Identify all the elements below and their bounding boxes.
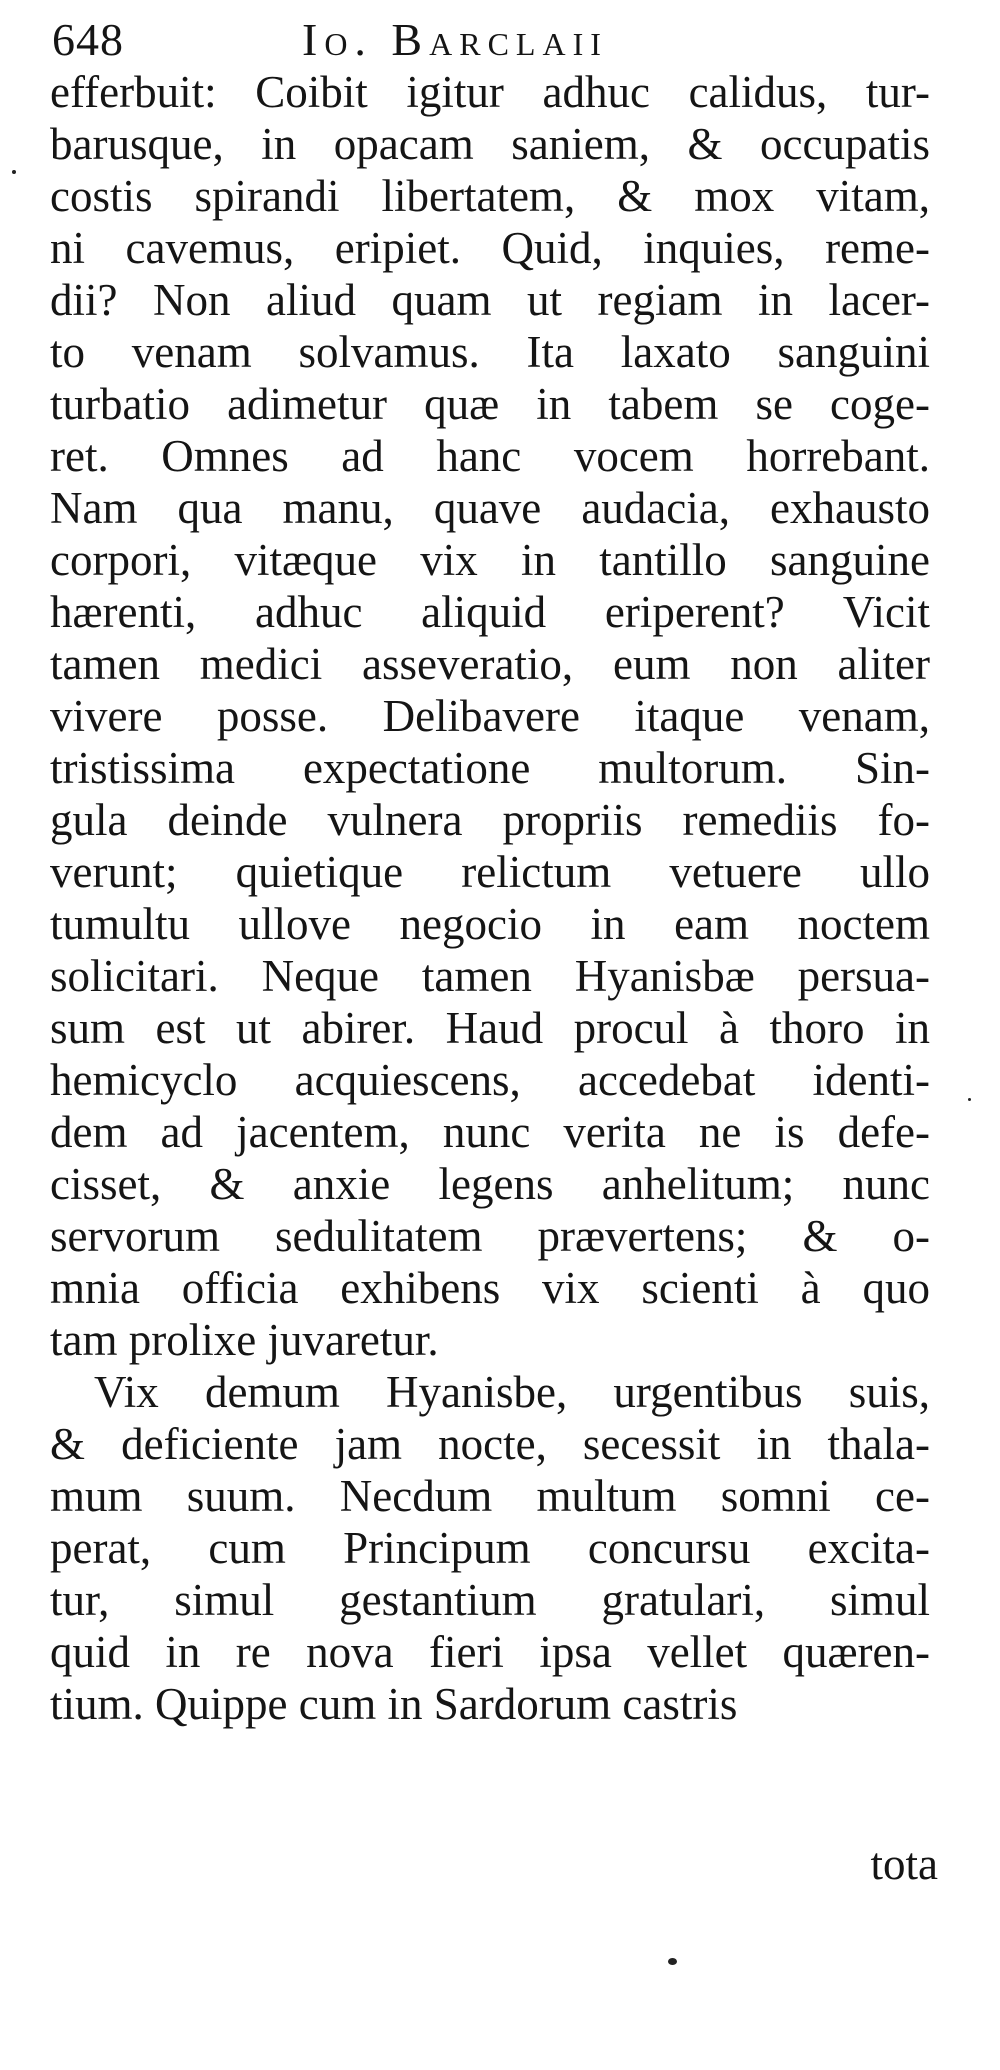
text-line: cisset, & anxie legens anhelitum; nunc bbox=[50, 1159, 930, 1209]
text-line: verunt; quietique relictum vetuere ullo bbox=[50, 847, 930, 897]
ink-speck bbox=[668, 1958, 677, 1965]
text-line: tur, simul gestantium gratulari, simul bbox=[50, 1575, 930, 1625]
paragraph-2 bbox=[50, 1366, 930, 1730]
text-line: corpori, vitæque vix in tantillo sanguine bbox=[50, 535, 930, 585]
text-line: sum est ut abirer. Haud procul à thoro in bbox=[50, 1003, 930, 1053]
text-line: perat, cum Principum concursu excita- bbox=[50, 1523, 930, 1573]
text-line: & deficiente jam nocte, secessit in thala- bbox=[50, 1419, 930, 1469]
text-line: tristissima expectatione multorum. Sin- bbox=[50, 743, 930, 793]
text-line: Vix demum Hyanisbe, urgentibus suis, bbox=[94, 1367, 930, 1417]
page-number: 648 bbox=[52, 14, 124, 65]
text-line: solicitari. Neque tamen Hyanisbæ persua- bbox=[50, 951, 930, 1001]
text-line: ni cavemus, eripiet. Quid, inquies, reme- bbox=[50, 223, 930, 273]
text-line: hærenti, adhuc aliquid eriperent? Vicit bbox=[50, 587, 930, 637]
text-line: quid in re nova fieri ipsa vellet quæren- bbox=[50, 1627, 930, 1677]
text-line: servorum sedulitatem prævertens; & o- bbox=[50, 1211, 930, 1261]
text-line: Nam qua manu, quave audacia, exhausto bbox=[50, 483, 930, 533]
ink-speck bbox=[12, 170, 16, 174]
text-line: tium. Quippe cum in Sardorum castris bbox=[50, 1679, 738, 1729]
text-line: mum suum. Necdum multum somni ce- bbox=[50, 1471, 930, 1521]
text-line: tamen medici asseveratio, eum non aliter bbox=[50, 639, 930, 689]
text-line: to venam solvamus. Ita laxato sanguini bbox=[50, 327, 930, 377]
text-line: mnia officia exhibens vix scienti à quo bbox=[50, 1263, 930, 1313]
text-line: tam prolixe juvaretur. bbox=[50, 1315, 439, 1365]
text-line: ret. Omnes ad hanc vocem horrebant. bbox=[50, 431, 930, 481]
text-line: gula deinde vulnera propriis remediis fo- bbox=[50, 795, 930, 845]
text-line: costis spirandi libertatem, & mox vitam, bbox=[50, 171, 930, 221]
text-line: dii? Non aliud quam ut regiam in lacer- bbox=[50, 275, 930, 325]
text-line: vivere posse. Delibavere itaque venam, bbox=[50, 691, 930, 741]
catchword: tota bbox=[870, 1839, 938, 1889]
body-text bbox=[50, 66, 930, 1730]
text-line: turbatio adimetur quæ in tabem se coge- bbox=[50, 379, 930, 429]
page-header bbox=[52, 6, 922, 74]
text-line: hemicyclo acquiescens, accedebat identi- bbox=[50, 1055, 930, 1105]
running-head: Io. Barclaii bbox=[302, 14, 608, 65]
text-line: barusque, in opacam saniem, & occupatis bbox=[50, 119, 930, 169]
text-line: dem ad jacentem, nunc verita ne is defe- bbox=[50, 1107, 930, 1157]
paragraph-1 bbox=[50, 66, 930, 1366]
text-line: tumultu ullove negocio in eam noctem bbox=[50, 899, 930, 949]
text-line: efferbuit: Coibit igitur adhuc calidus, tur- bbox=[50, 67, 930, 117]
ink-speck bbox=[968, 1098, 971, 1101]
